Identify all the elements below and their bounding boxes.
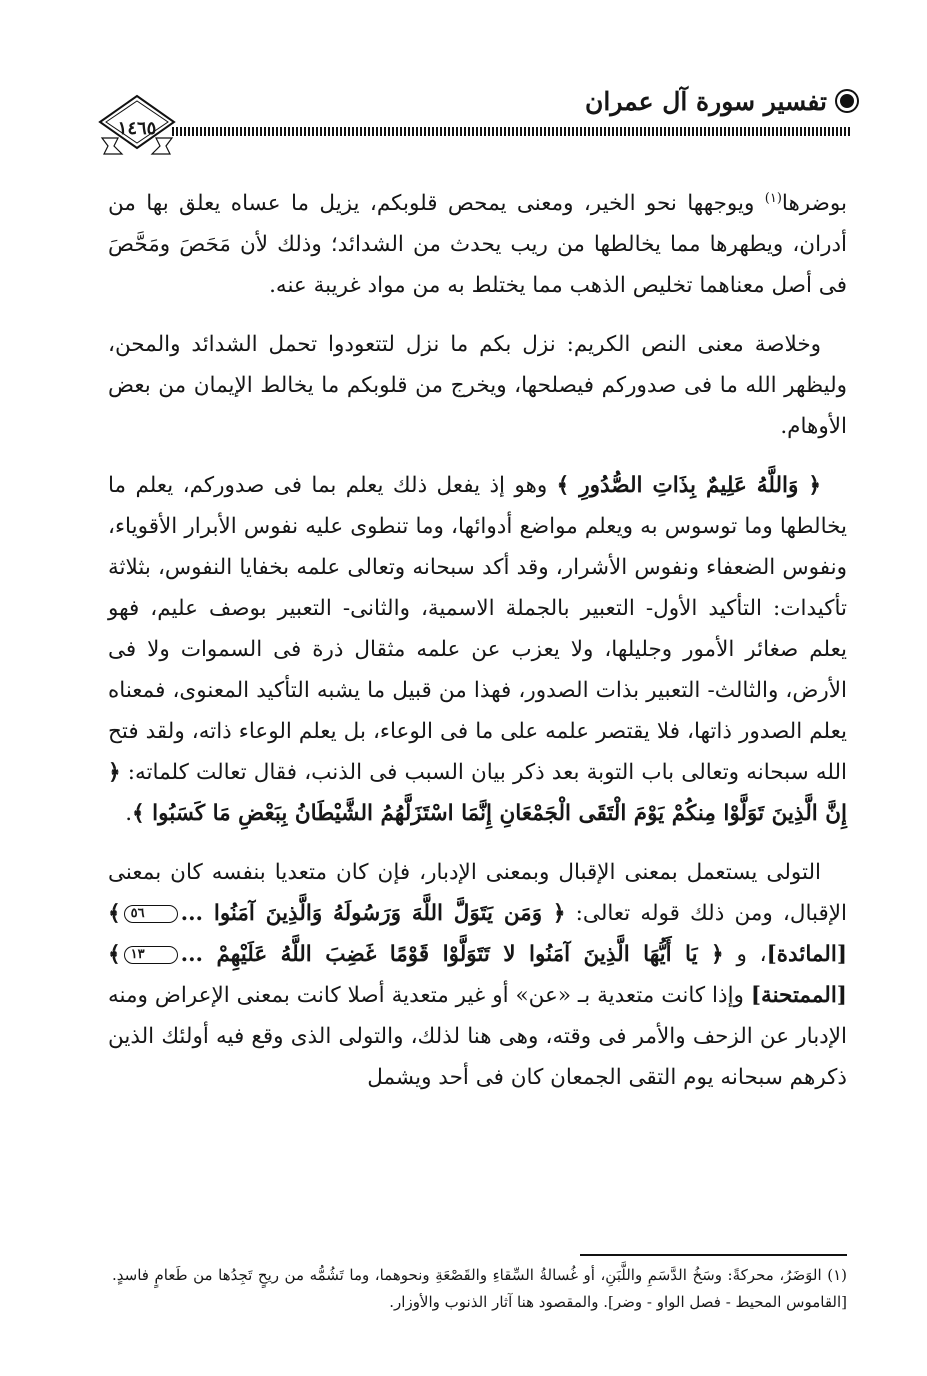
paragraph: وخلاصة معنى النص الكريم: نزل بكم ما نزل لتتعودوا تحمل الشدائد والمحن، وليظهر الله ما فى صدوركم فيصلحها، ويخرج من قلوبكم ما يخالط الإيمان من بعض الأوهام. [108,332,847,440]
page-number: ١٤٦٥ [117,118,157,139]
header-rule [172,127,852,136]
quran-bracket: ﴾ [108,901,121,927]
surah-reference: [المائدة] [766,942,847,968]
quran-bracket: ﴾ [108,942,121,968]
ayah-number-badge: ١٣ [124,946,178,964]
paragraph [108,465,847,834]
quran-verse: ﴿ وَاللَّهُ عَلِيمٌ بِذَاتِ الصُّدُورِ ﴾ [556,473,821,499]
surah-reference: [الممتحنة] [750,983,847,1009]
footnote: (١) الوَضَرُ، محركةً: وسَخُ الدَّسَمِ واللَّبَنِ، أو غُسالةُ السِّقاءِ والقَصْعَةِ ونحوهما، وما تَشُمُّه من ريحٍ تَجِدُها من طَعامٍ فاسدٍ. [القاموس المحيط - فصل الواو - وضر]. والمقصود هنا آثار الذنوب والأوزار. [112,1266,847,1311]
running-header [585,84,857,118]
flower-ornament-icon [837,91,857,111]
text-run: وهو إذ يفعل ذلك يعلم بما فى صدوركم، يعلم ما يخالطها وما توسوس به ويعلم مواضع أدوائها، وما تنطوى عليه نفوس الأبرار الأقوياء، ونفوس الضعفاء ونفوس الأشرار، وقد أكد سبحانه وتعالى علمه بخفايا النفوس، بثلاثة تأكيدات: التأكيد الأول- التعبير بالجملة الاسمية، والثانى- التعبير بوصف عليم، فهو يعلم صغائر الأمور وجليلها، ولا يعزب عن علمه مثقال ذرة فى السموات ولا فى الأرض، والثالث- التعبير بذات الصدور، فهذا من قبيل ما يشبه التأكيد المعنوى، فمعناه يعلم الصدور ذاتها، فلا يقتصر علمه على ما فى الوعاء، بل يعلم الوعاء ذاته، ولقد فتح الله سبحانه وتعالى باب التوبة بعد ذكر بيان السبب فى الذنب، فقال تعالت كلماته: [108,473,847,786]
text-run: ويوجهها نحو الخير، ومعنى يمحص قلوبكم، يزيل ما عساه يعلق بها من أدران، ويطهرها مما يخالطها من ريب يحدث من الشدائد؛ وذلك لأن مَحَصَ ومَحَّصَ فى أصل معناهما تخليص الذهب مما يختلط به من مواد غريبة عنه. [108,191,847,299]
paragraph [108,852,847,1098]
footnote-reference: (١) [764,191,782,206]
main-text [108,178,847,1116]
ayah-number-badge: ٥٦ [124,905,178,923]
running-title: تفسير سورة آل عمران [585,86,827,116]
quran-verse: ﴿ يَا أَيُّهَا الَّذِينَ آمَنُوا لا تَتَوَلَّوْا قَوْمًا غَضِبَ اللَّهُ عَلَيْهِمْ ... [180,942,724,968]
text-run: ، و [723,942,767,968]
quran-verse: ﴿ وَمَن يَتَوَلَّ اللَّهَ وَرَسُولَهُ وَالَّذِينَ آمَنُوا ... [180,901,566,927]
text-run: بوضرها [781,191,847,217]
paragraph [108,178,847,306]
footnote-divider [580,1254,847,1256]
text-run: . [125,801,133,827]
quran-verse: ﴿ إِنَّ الَّذِينَ تَوَلَّوْا مِنكُمْ يَوْمَ الْتَقَى الْجَمْعَانِ إِنَّمَا اسْتَزَلَّهُمُ الشَّيْطَانُ بِبَعْضِ مَا كَسَبُوا ﴾ [108,760,847,827]
text-run: التولى يستعمل بمعنى الإقبال وبمعنى الإدبار، فإن كان متعديا بنفسه كان بمعنى الإقبال، ومن ذلك قوله تعالى: [108,860,847,927]
text-run: وإذا كانت متعدية بـ «عن» أو غير متعدية أصلا كانت بمعنى الإعراض ومنه الإدبار عن الزحف والأمر فى وقته، وهى هنا لذلك، والتولى الذى وقع فيه أولئك الذين ذكرهم سبحانه يوم التقى الجمعان كان فى أحد ويشمل [108,983,847,1091]
